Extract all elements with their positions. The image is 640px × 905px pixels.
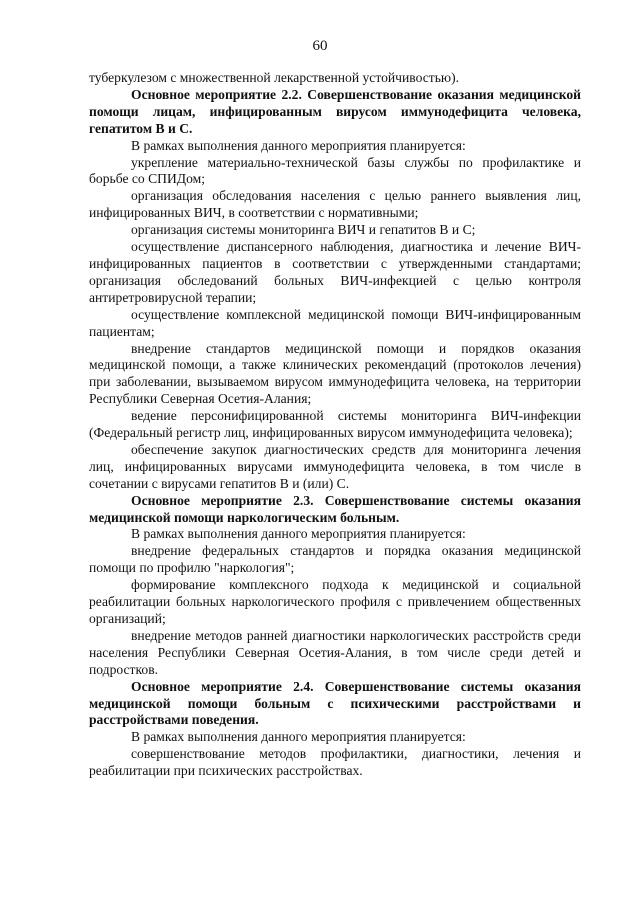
list-item: внедрение методов ранней диагностики наркологических расстройств среди населения Республики Северная Осетия-Алания, в том числе среди детей и подростков. — [89, 627, 581, 677]
list-item: ведение персонифицированной системы мониторинга ВИЧ-инфекции (Федеральный регистр лиц, инфицированных вирусом иммунодефицита человека); — [89, 408, 581, 441]
list-item: организация обследования населения с целью раннего выявления лиц, инфицированных ВИЧ, в соответствии с нормативными; — [89, 188, 581, 221]
list-item: осуществление комплексной медицинской помощи ВИЧ-инфицированным пациентам; — [89, 306, 581, 339]
paragraph-intro: В рамках выполнения данного мероприятия планируется: — [131, 526, 466, 542]
paragraph-intro: В рамках выполнения данного мероприятия планируется: — [131, 729, 466, 745]
list-item: внедрение стандартов медицинской помощи и порядков оказания медицинской помощи, а также клинических рекомендаций (протоколов лечения) при заболевании, вызываемом вирусом иммунодефицита человека, на территории Республики Северная Осетия-Алания; — [89, 340, 581, 407]
list-item: обеспечение закупок диагностических средств для мониторинга лечения лиц, инфицированных вирусами иммунодефицита человека, в том числе в сочетании с вирусами гепатитов В и (или) С. — [89, 441, 581, 491]
page-number: 60 — [312, 38, 328, 54]
list-item: организация системы мониторинга ВИЧ и гепатитов В и С; — [131, 222, 476, 238]
list-item: совершенствование методов профилактики, диагностики, лечения и реабилитации при психических расстройствах. — [89, 746, 581, 779]
heading-measure-2-3: Основное мероприятие 2.3. Совершенствование системы оказания медицинской помощи наркологическим больным. — [89, 492, 581, 525]
heading-measure-2-2: Основное мероприятие 2.2. Совершенствование оказания медицинской помощи лицам, инфицированным вирусом иммунодефицита человека, гепатитом В и С. — [89, 86, 581, 136]
list-item: внедрение федеральных стандартов и порядка оказания медицинской помощи по профилю "наркология"; — [89, 543, 581, 576]
paragraph-intro: В рамках выполнения данного мероприятия планируется: — [131, 137, 466, 153]
list-item: укрепление материально-технической базы службы по профилактике и борьбе со СПИДом; — [89, 154, 581, 187]
heading-measure-2-4: Основное мероприятие 2.4. Совершенствование системы оказания медицинской помощи больным с психическими расстройствами и расстройствами поведения. — [89, 678, 581, 728]
document-body — [89, 70, 581, 780]
list-item: формирование комплексного подхода к медицинской и социальной реабилитации больных наркологического профиля с привлечением общественных организаций; — [89, 577, 581, 626]
list-item: осуществление диспансерного наблюдения, диагностика и лечение ВИЧ-инфицированных пациентов в соответствии с утвержденными стандартами; организация обследований больных ВИЧ-инфекцией с целью контроля антиретровирусной терапии; — [89, 239, 581, 305]
paragraph-continuation: туберкулезом с множественной лекарственной устойчивостью). — [89, 70, 459, 85]
